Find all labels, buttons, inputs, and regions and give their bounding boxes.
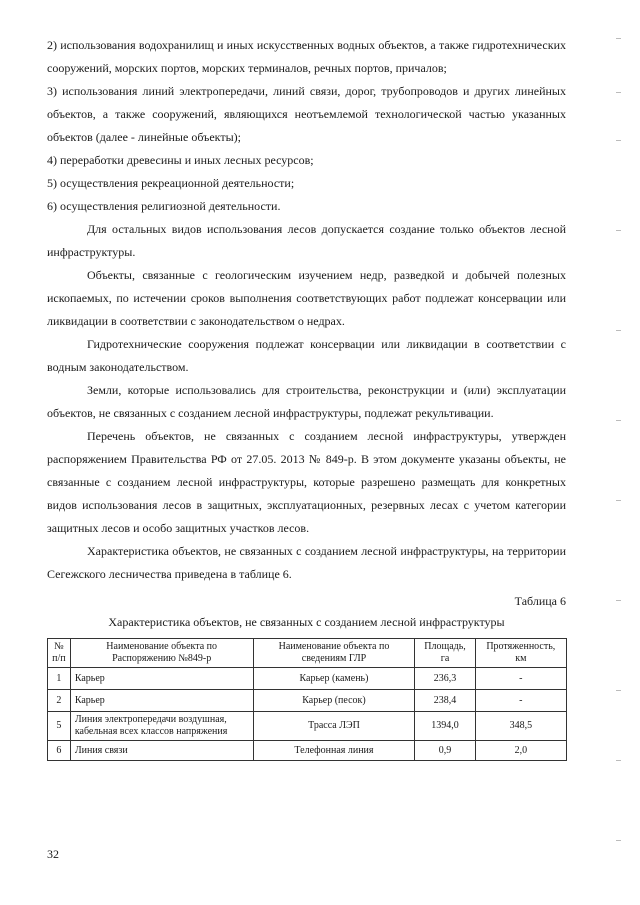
header-area: Площадь, га [415, 639, 475, 668]
paragraph-item-6: 6) осуществления религиозной деятельности. [47, 199, 281, 213]
paragraph-characteristics: Характеристика объектов, не связанных с созданием лесной инфраструктуры, на территории Сегежского лесничества приведена в таблице 6. [47, 544, 566, 581]
paragraph-other-uses: Для остальных видов использования лесов допускается создание только объектов лесной инфраструктуры. [47, 222, 566, 259]
paragraph-hydro: Гидротехнические сооружения подлежат консервации или ликвидации в соответствии с водным законодательством. [47, 337, 566, 374]
page-number: 32 [47, 847, 59, 861]
table-row [48, 712, 567, 741]
cell-length: - [475, 668, 566, 690]
paragraph-item-5: 5) осуществления рекреационной деятельности; [47, 176, 295, 190]
table-header-row [48, 639, 567, 668]
header-length: Протяженность, км [475, 639, 566, 668]
cell-name-order: Линия связи [70, 741, 253, 761]
header-name-glr: Наименование объекта по сведениям ГЛР [253, 639, 415, 668]
table-caption: Характеристика объектов, не связанных с созданием лесной инфраструктуры [108, 615, 505, 629]
paragraph-list-objects: Перечень объектов, не связанных с созданием лесной инфраструктуры, утвержден распоряжением Правительства РФ от 27.05. 2013 № 849-р. В этом документе указаны объекты, не связанные с созданием лесной инфраструктуры, которые разрешено размещать для конкретных видов использования лесов в защитных, эксплуатационных, резервных лесах с учетом категории защитных лесов и особо защитных участков лесов. [47, 429, 566, 535]
cell-name-glr: Трасса ЛЭП [253, 712, 415, 741]
cell-name-glr: Карьер (песок) [253, 690, 415, 712]
cell-area: 238,4 [415, 690, 475, 712]
cell-name-order: Карьер [70, 690, 253, 712]
paragraph-item-2: 2) использования водохранилищ и иных искусственных водных объектов, а также гидротехнических сооружений, морских портов, морских терминалов, речных портов, причалов; [47, 38, 566, 75]
cell-length: 348,5 [475, 712, 566, 741]
objects-table [47, 638, 567, 761]
cell-length: - [475, 690, 566, 712]
cell-area: 1394,0 [415, 712, 475, 741]
cell-length: 2,0 [475, 741, 566, 761]
cell-name-order: Карьер [70, 668, 253, 690]
header-number: № п/п [48, 639, 71, 668]
cell-name-glr: Карьер (камень) [253, 668, 415, 690]
cell-number: 6 [48, 741, 71, 761]
table-row [48, 690, 567, 712]
cell-name-order: Линия электропередачи воздушная, кабельная всех классов напряжения [70, 712, 253, 741]
paragraph-recultivation: Земли, которые использовались для строительства, реконструкции и (или) эксплуатации объектов, не связанных с созданием лесной инфраструктуры, подлежат рекультивации. [47, 383, 566, 420]
cell-number: 1 [48, 668, 71, 690]
cell-name-glr: Телефонная линия [253, 741, 415, 761]
table-row [48, 668, 567, 690]
paragraph-geology: Объекты, связанные с геологическим изучением недр, разведкой и добычей полезных ископаемых, по истечении сроков выполнения соответствующих работ подлежат консервации или ликвидации в соответствии с законодательством о недрах. [47, 268, 566, 328]
header-name-order: Наименование объекта по Распоряжению №849-р [70, 639, 253, 668]
table-label: Таблица 6 [514, 594, 566, 608]
paragraph-item-4: 4) переработки древесины и иных лесных ресурсов; [47, 153, 314, 167]
document-page [47, 34, 566, 761]
cell-number: 5 [48, 712, 71, 741]
cell-area: 236,3 [415, 668, 475, 690]
paragraph-item-3: 3) использования линий электропередачи, линий связи, дорог, трубопроводов и других линейных объектов, а также сооружений, являющихся неотъемлемой технологической частью указанных объектов (далее - линейные объекты); [47, 84, 566, 144]
scan-margin-marks [616, 0, 622, 905]
table-row [48, 741, 567, 761]
cell-area: 0,9 [415, 741, 475, 761]
cell-number: 2 [48, 690, 71, 712]
